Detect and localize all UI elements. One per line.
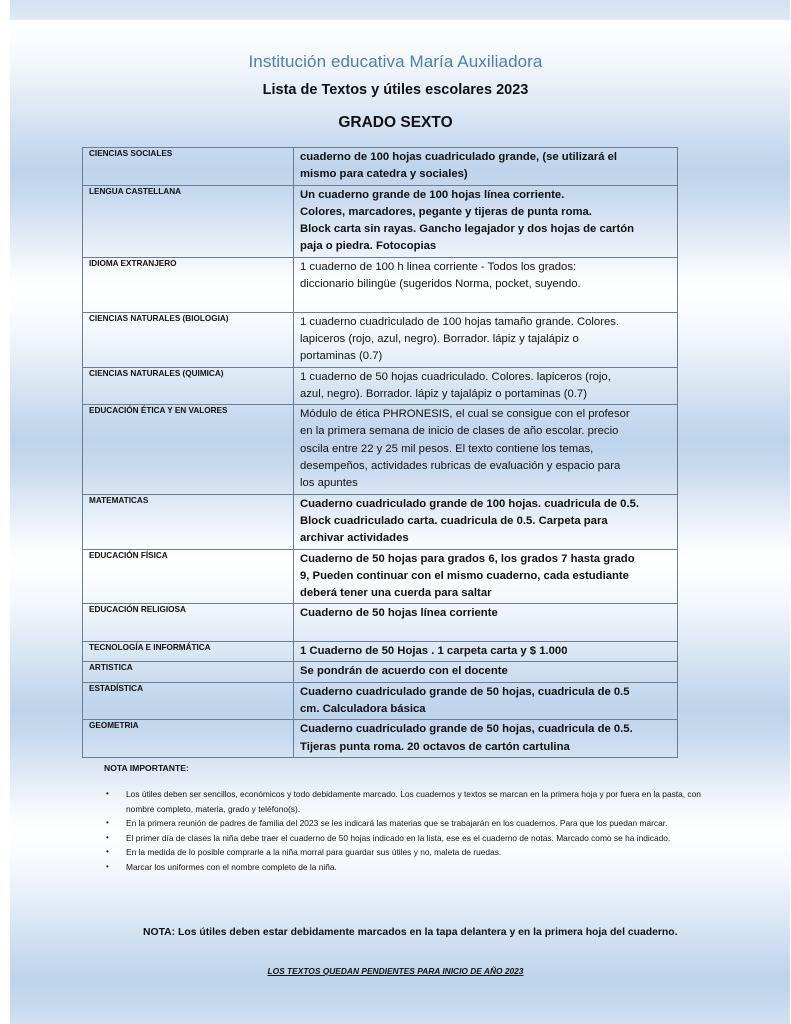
bullet-icon: • [106,832,109,842]
table-row [83,662,678,682]
table-row [83,720,678,758]
subject-cell: MATEMATICAS [83,494,294,549]
supplies-line: Block carta sin rayas. Gancho legajador y dos hojas de cartón [300,223,635,236]
table-row [83,148,678,186]
subject-cell: TECNOLOGÍA E INFORMÁTICA [83,642,294,662]
table-row [83,494,678,549]
table-row [83,604,678,642]
table-row [83,642,678,662]
document-title: Lista de Textos y útiles escolares 2023 [262,82,529,98]
supplies-line [300,623,671,640]
table-row [83,185,678,257]
table-row [83,257,678,312]
supplies-line: en la primera semana de inicio de clases de año escolar. precio [300,425,619,438]
subject-cell: EDUCACIÓN RELIGIOSA [83,604,294,642]
subject-cell: CIENCIAS NATURALES (QUIMICA) [83,367,294,405]
subject-cell: GEOMETRIA [83,720,294,758]
subject-cell: CIENCIAS NATURALES (BIOLOGIA) [83,312,294,367]
note-text: El primer día de clases la niña debe traer el cuaderno de 50 hojas indicado en la lista, ese es el cuaderno de notas. Marcado como se ha indicado. [126,832,671,843]
supplies-cell [294,185,678,257]
subject-cell: ESTADÍSTICA [83,682,294,720]
supplies-cell [294,662,678,682]
final-note: NOTA: Los útiles deben estar debidamente marcados en la tapa delantera y en la primera hoja del cuaderno. [143,927,678,938]
supplies-line: Tijeras punta roma. 20 octavos de cartón cartulina [300,740,570,753]
supplies-line: Colores, marcadores, pegante y tijeras de punta roma. [300,205,592,218]
subject-cell: LENGUA CASTELLANA [83,185,294,257]
supplies-cell [294,604,678,642]
supplies-cell [294,720,678,758]
supplies-cell [294,405,678,494]
supplies-line [300,293,671,310]
supplies-line: cuaderno de 100 hojas cuadriculado grande, (se utilizará el [300,151,618,163]
supplies-line: Block cuadriculado carta. cuadricula de 0.5. Carpeta para [300,514,608,527]
table-row [83,405,678,494]
supplies-cell [294,549,678,604]
bullet-icon: • [106,818,109,827]
supplies-line: mismo para catedra y sociales) [300,168,468,181]
supplies-cell [294,494,678,549]
supplies-line: Cuaderno cuadriculado grande de 100 hojas. cuadricula de 0.5. [300,497,640,510]
bullet-icon: • [106,789,109,798]
note-item [106,831,724,846]
supplies-line: lapiceros (rojo, azul, negro). Borrador. lápiz y tajalápiz o [300,332,579,345]
supplies-cell [294,257,678,312]
table-row [83,682,678,720]
supplies-line: Cuaderno de 50 hojas línea corriente [300,607,498,620]
institution-name: Institución educativa María Auxiliadora [248,52,543,71]
supplies-cell [294,148,678,186]
supplies-cell [294,682,678,720]
supplies-line: paja o piedra. Fotocopias [300,240,437,253]
supplies-line: 1 Cuaderno de 50 Hojas . 1 carpeta carta y $ 1.000 [300,645,568,658]
supplies-line: Cuaderno de 50 hojas para grados 6, los grados 7 hasta grado [300,552,635,565]
supplies-line: deberá tener una cuerda para saltar [300,587,492,600]
supplies-line: 1 cuaderno de 100 h linea corriente - Todos los grados: [300,260,577,273]
supplies-line: diccionario bilingüe (sugeridos Norma, pocket, suyendo. [300,278,581,291]
table-row [83,367,678,405]
note-text: Marcar los uniformes con el nombre completo de la niña. [126,861,337,872]
supplies-line: Cuaderno cuadriculado grande de 50 hojas, cuadricula de 0.5 [300,685,630,698]
supplies-line: 9, Pueden continuar con el mismo cuaderno, cada estudiante [300,569,629,582]
bullet-icon: • [106,847,109,856]
supplies-line: portaminas (0.7) [300,350,383,363]
table-row [83,312,678,367]
supplies-line: 1 cuaderno de 50 hojas cuadriculado. Colores. lapiceros (rojo, [300,370,611,383]
notes-title: NOTA IMPORTANTE: [104,763,189,773]
subject-cell: CIENCIAS SOCIALES [83,148,294,186]
subject-cell: EDUCACIÓN FÍSICA [83,549,294,604]
supplies-line: cm. Calculadora básica [300,702,426,715]
note-text: Los útiles deben ser sencillos, económicos y todo debidamente marcado. Los cuadernos y textos se marcan en la primera hoja y por fuera en la pasta, con nombre completo, materia, grado y teléfono(s). [126,789,701,814]
supplies-line: Un cuaderno grande de 100 hojas línea corriente. [300,188,565,201]
subject-cell: EDUCACIÓN ÉTICA Y EN VALORES [83,405,294,494]
supplies-line: desempeños, actividades rubricas de evaluación y espacio para [300,460,621,473]
table-row [83,549,678,604]
supplies-line: Se pondrán de acuerdo con el docente [300,665,508,678]
supplies-table [82,147,678,758]
supplies-line: los apuntes [300,477,358,490]
supplies-cell [294,367,678,405]
note-item [106,816,724,831]
subject-cell: ARTISTICA [83,662,294,682]
note-item [106,787,724,816]
supplies-line: Módulo de ética PHRONESIS, el cual se consigue con el profesor [300,408,630,421]
note-item [106,845,724,860]
supplies-line: azul, negro). Borrador. lápiz y tajalápiz o portaminas (0.7) [300,387,587,400]
supplies-line: Cuaderno cuadriculado grande de 50 hojas, cuadricula de 0.5. [300,723,633,736]
document-header [0,52,791,132]
supplies-cell [294,642,678,662]
note-text: En la medida de lo posible comprarle a la niña morral para guardar sus útiles y no, maleta de ruedas. [126,847,502,857]
supplies-cell [294,312,678,367]
grade-title: GRADO SEXTO [338,114,453,131]
note-text: En la primera reunión de padres de familia del 2023 se les indicará las materias que se trabajarán en los cuadernos. Para que los puedan marcar. [126,818,668,828]
supplies-line: 1 cuaderno cuadriculado de 100 hojas tamaño grande. Colores. [300,315,620,328]
notes-list [104,787,724,874]
bullet-icon: • [106,861,109,871]
pending-texts-note: LOS TEXTOS QUEDAN PENDIENTES PARA INICIO DE AÑO 2023 [267,966,524,976]
supplies-line: oscila entre 22 y 25 mil pesos. El texto contiene los temas, [300,442,594,455]
subject-cell: IDIOMA EXTRANJERO [83,257,294,312]
note-item [106,860,724,875]
supplies-line: archivar actividades [300,532,409,545]
important-notes [104,763,724,874]
